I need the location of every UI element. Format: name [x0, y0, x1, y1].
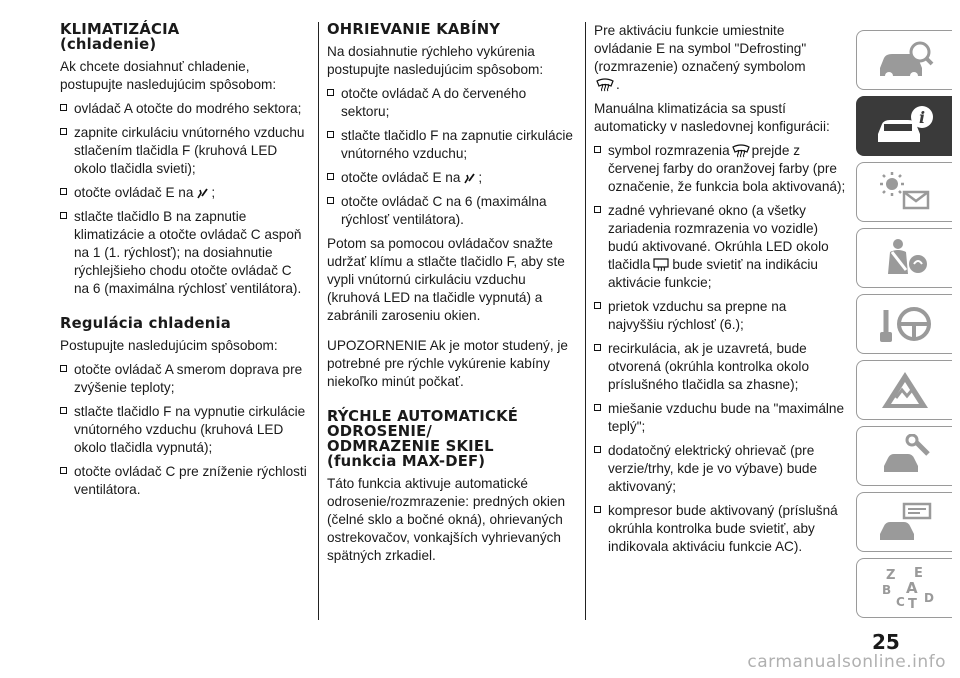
checkbox-bullet-icon: [60, 128, 67, 135]
bullet-list: [327, 85, 575, 229]
tab-technical-data[interactable]: [856, 492, 952, 552]
column-3: [594, 22, 846, 562]
heading-klimatizacia: KLIMATIZÁCIA (chladenie): [60, 21, 180, 53]
list-item-text: stlačte tlačidlo F na vypnutie cirkulácie vnútorného vzduchu (kruhová LED okolo tlačidla vypnutá);: [74, 404, 306, 455]
list-item-text: miešanie vzduchu bude na "maximálne teplý";: [608, 401, 845, 434]
bullet-list: [594, 142, 846, 556]
checkbox-bullet-icon: [594, 344, 601, 351]
list-item-text: kompresor bude aktivovaný (príslušná okrúhla kontrolka bude svietiť, aby indikovala aktiváciu funkcie AC).: [608, 503, 838, 554]
list-item-text: symbol rozmrazenia: [608, 143, 730, 158]
list-item-text: otočte ovládač A do červeného sektoru;: [341, 86, 527, 119]
tab-safety[interactable]: [856, 228, 952, 288]
breakdown-warning-icon: [874, 368, 936, 412]
list-item-text: otočte ovládač E na: [74, 185, 194, 200]
car-search-icon: [874, 38, 936, 82]
defrost-symbol-icon: [732, 144, 750, 158]
index-letter: C: [895, 595, 905, 609]
checkbox-bullet-icon: [594, 404, 601, 411]
list-item: [60, 124, 308, 178]
checkbox-bullet-icon: [60, 467, 67, 474]
checkbox-bullet-icon: [594, 446, 601, 453]
section-tabs: [856, 30, 952, 624]
tab-maintenance[interactable]: [856, 426, 952, 486]
rear-window-defrost-icon: [652, 258, 670, 272]
car-info-icon: [874, 104, 936, 148]
index-letter: A: [905, 579, 918, 597]
list-item: [594, 142, 846, 196]
paragraph-text: .: [616, 77, 620, 92]
list-item: [594, 202, 846, 292]
index-letters-icon: [874, 566, 936, 610]
list-item-text: dodatočný elektrický ohrievač (pre verzie/trhy, kde je vo výbave) bude aktivovaný;: [608, 443, 818, 494]
list-item: [327, 169, 575, 187]
feet-windshield-vent-icon: [195, 186, 209, 200]
paragraph: Potom sa pomocou ovládačov snažte udržať klímu a stlačte tlačidlo F, aby ste vypli vnútornú cirkuláciu vzduchu (kruhová LED na tlačidle vypnutá) a zabránili zaroseniu okien.: [327, 236, 565, 323]
checkbox-bullet-icon: [60, 212, 67, 219]
list-item: [60, 208, 308, 298]
index-letter: Z: [885, 568, 895, 583]
technical-data-icon: [874, 500, 936, 544]
checkbox-bullet-icon: [594, 506, 601, 513]
list-item-text: prejde z červenej farby do oranžovej farby (pre označenie, že funkcia bola aktivovaná);: [608, 143, 846, 194]
list-item-text: ovládač A otočte do modrého sektora;: [74, 101, 302, 116]
list-item: [594, 400, 846, 436]
heading-ohrievanie: OHRIEVANIE KABÍNY: [327, 21, 501, 38]
list-item: [60, 403, 308, 457]
checkbox-bullet-icon: [60, 407, 67, 414]
airbag-seatbelt-icon: [874, 236, 936, 280]
tab-emergency[interactable]: [856, 360, 952, 420]
paragraph: Manuálna klimatizácia sa spustí automaticky v nasledovnej konfigurácii:: [594, 101, 830, 134]
heading-regulacia: Regulácia chladenia: [60, 315, 231, 332]
steering-key-icon: [874, 302, 936, 346]
checkbox-bullet-icon: [594, 302, 601, 309]
paragraph-text: Pre aktiváciu funkcie umiestnite ovládanie E na symbol "Defrosting" (rozmrazenie) označený symbolom: [594, 23, 807, 74]
index-letter: B: [881, 583, 891, 597]
list-item: [594, 298, 846, 334]
tab-car-info[interactable]: [856, 96, 952, 156]
paragraph-warning: UPOZORNENIE Ak je motor studený, je potrebné pre rýchle vykúrenie kabíny niekoľko minút počkať.: [327, 338, 568, 389]
list-item-text: zapnite cirkuláciu vnútorného vzduchu stlačením tlačidla F (kruhová LED okolo tlačidla svieti);: [74, 125, 305, 176]
column-1: [60, 22, 308, 505]
list-item: [60, 361, 308, 397]
list-item-text: stlačte tlačidlo F na zapnutie cirkulácie vnútorného vzduchu;: [341, 128, 573, 161]
list-item-text: recirkulácia, ak je uzavretá, bude otvorená (okrúhla kontrolka okolo príslušného tlačidla sa zhasne);: [608, 341, 809, 392]
list-item: [60, 184, 308, 202]
list-item: [594, 502, 846, 556]
list-item: [60, 463, 308, 499]
tab-car-search[interactable]: [856, 30, 952, 90]
checkbox-bullet-icon: [594, 206, 601, 213]
list-item-text: otočte ovládač C na 6 (maximálna rýchlosť ventilátora).: [341, 194, 547, 227]
list-item-text: otočte ovládač C pre zníženie rýchlosti ventilátora.: [74, 464, 307, 497]
checkbox-bullet-icon: [60, 188, 67, 195]
list-item: [327, 193, 575, 229]
heading-max-def: RÝCHLE AUTOMATICKÉ ODROSENIE/ ODMRAZENIE SKIEL (funkcia MAX-DEF): [327, 408, 519, 470]
list-item: [60, 100, 308, 118]
bullet-list: [60, 361, 308, 499]
checkbox-bullet-icon: [327, 89, 334, 96]
paragraph: Táto funkcia aktivuje automatické odrosenie/rozmrazenie: predných okien (čelné sklo a bočné okná), ohrievaných ostrekovačov, vonkajších vyhrievaných spätných zrkadiel.: [327, 476, 566, 563]
checkbox-bullet-icon: [594, 146, 601, 153]
list-item-text: bude svietiť na indikáciu aktivácie funkcie;: [608, 257, 818, 290]
list-item-text: otočte ovládač E na: [341, 170, 461, 185]
checkbox-bullet-icon: [327, 131, 334, 138]
column-divider: [318, 22, 319, 620]
list-item-text: otočte ovládač A smerom doprava pre zvýšenie teploty;: [74, 362, 303, 395]
service-wrench-car-icon: [874, 434, 936, 478]
index-letter: D: [923, 591, 934, 605]
checkbox-bullet-icon: [327, 173, 334, 180]
tab-starting-driving[interactable]: [856, 294, 952, 354]
paragraph: Postupujte nasledujúcim spôsobom:: [60, 338, 278, 353]
column-2: [327, 22, 575, 571]
defrost-symbol-icon: [596, 78, 614, 92]
paragraph: [594, 22, 846, 94]
svg-text:i: i: [918, 108, 925, 127]
list-item-text: zadné vyhrievané okno (a všetky zariadenia rozmrazenia vo vozidle) budú aktivované. Okrúhla LED okolo tlačidla: [608, 203, 829, 272]
index-letter: E: [913, 566, 923, 581]
paragraph: Ak chcete dosiahnuť chladenie, postupujte nasledujúcim spôsobom:: [60, 59, 277, 92]
column-divider: [585, 22, 586, 620]
tab-index[interactable]: [856, 558, 952, 618]
paragraph: Na dosiahnutie rýchleho vykúrenia postupujte nasledujúcim spôsobom:: [327, 44, 544, 77]
feet-windshield-vent-icon: [462, 171, 476, 185]
page-number: 25: [872, 630, 900, 654]
checkbox-bullet-icon: [327, 197, 334, 204]
checkbox-bullet-icon: [60, 365, 67, 372]
bullet-list: [60, 100, 308, 298]
index-letter: T: [907, 597, 917, 610]
checkbox-bullet-icon: [60, 104, 67, 111]
list-item: [594, 340, 846, 394]
list-item: [594, 442, 846, 496]
list-item: [327, 85, 575, 121]
list-item: [327, 127, 575, 163]
watermark: carmanualsonline.info: [747, 652, 946, 672]
list-item-text: ;: [211, 185, 216, 200]
list-item-text: stlačte tlačidlo B na zapnutie klimatizácie a otočte ovládač C aspoň na 1 (1. rýchlosť); na dosiahnutie rýchlejšieho chodu otočte ovládač C na 6 (maximálna rýchlosť ventilátora).: [74, 209, 302, 296]
list-item-text: ;: [478, 170, 483, 185]
warning-light-message-icon: [874, 170, 936, 214]
tab-warning-lights[interactable]: [856, 162, 952, 222]
list-item-text: prietok vzduchu sa prepne na najvyššiu rýchlosť (6.);: [608, 299, 787, 332]
